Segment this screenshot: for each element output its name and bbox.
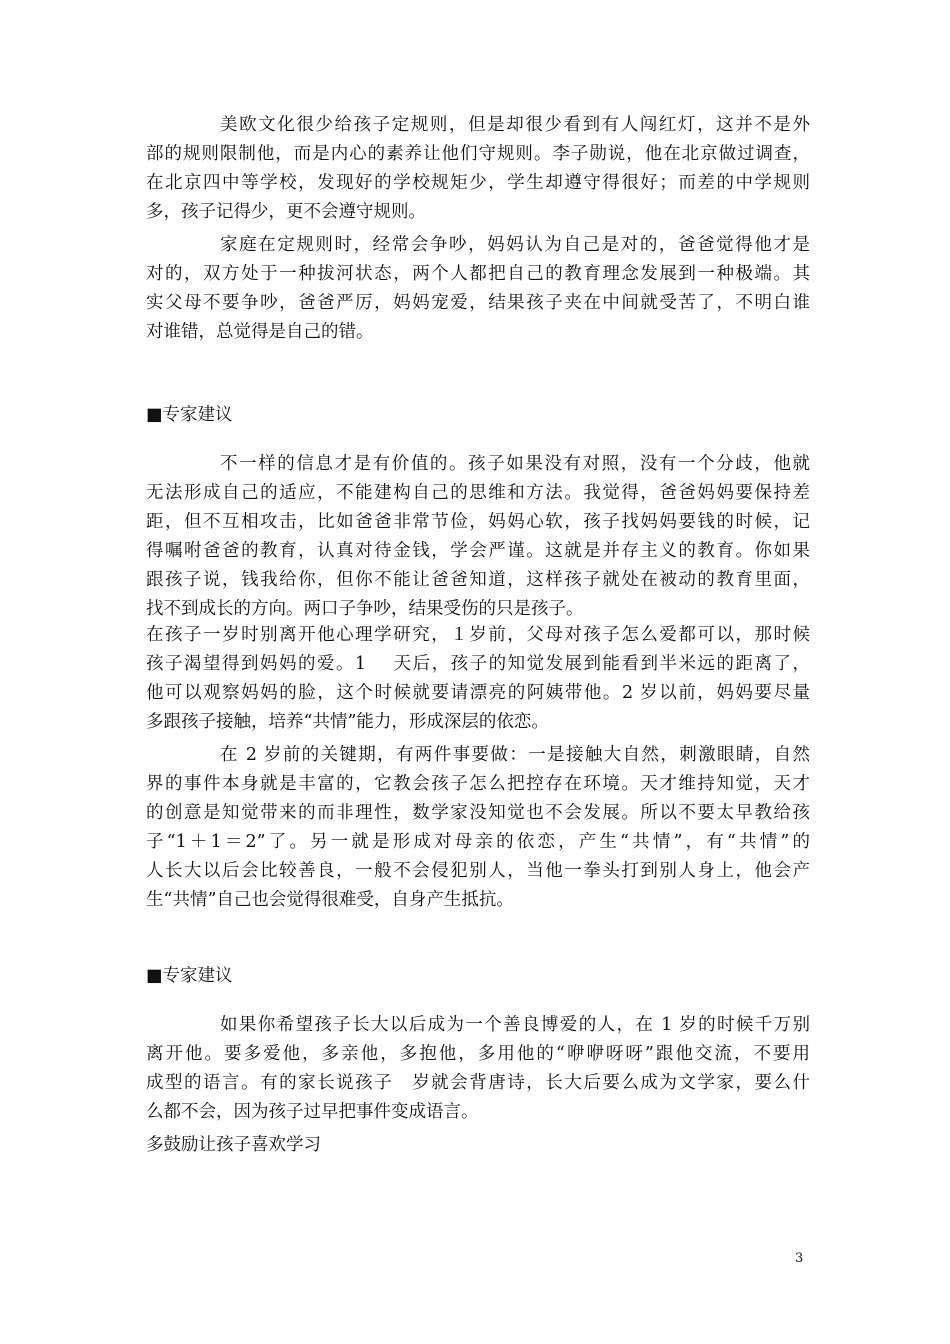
text-line: 距，但不互相攻击，比如爸爸非常节俭，妈妈心软，孩子找妈妈要钱的时候，记 (146, 512, 810, 532)
paragraph-5 (146, 741, 810, 915)
paragraph-2 (146, 231, 810, 347)
paragraph-4 (146, 621, 810, 737)
paragraph-6 (146, 1011, 810, 1127)
text-line: 如果你希望孩子长大以后成为一个善良博爱的人，在 1 岁的时候千万别 (220, 1015, 810, 1035)
text-line: 不一样的信息才是有价值的。孩子如果没有对照，没有一个分歧，他就 (220, 454, 810, 474)
section-heading-expert-advice: ■专家建议 (146, 405, 233, 425)
text-line: 在北京四中等学校，发现好的学校规矩少，学生却遵守得很好；而差的中学规则 (146, 173, 810, 193)
text-line: 孩子渴望得到妈妈的爱。1 天后，孩子的知觉发展到能看到半米远的距离了， (146, 654, 810, 674)
text-line: 生“共情”自己也会觉得很难受，自身产生抵抗。 (146, 890, 514, 910)
text-line: 对的，双方处于一种拔河状态，两个人都把自己的教育理念发展到一种极端。其 (146, 264, 810, 284)
text-line: 人长大以后会比较善良，一般不会侵犯别人，当他一拳头打到别人身上，他会产 (146, 861, 810, 881)
text-line: 的创意是知觉带来的而非理性，数学家没知觉也不会发展。所以不要太早教给孩 (146, 803, 810, 823)
text-line: 离开他。要多爱他，多亲他，多抱他，多用他的“咿咿呀呀”跟他交流，不要用 (146, 1044, 810, 1064)
paragraph-7: 多鼓励让孩子喜欢学习 (146, 1135, 321, 1155)
paragraph-1 (146, 111, 810, 227)
text-line: 跟孩子说，钱我给你，但你不能让爸爸知道，这样孩子就处在被动的教育里面， (146, 570, 810, 590)
text-line: 美欧文化很少给孩子定规则，但是却很少看到有人闯红灯，这并不是外 (220, 115, 810, 135)
text-line: 对谁错，总觉得是自己的错。 (146, 322, 374, 342)
text-line: 在 2 岁前的关键期，有两件事要做：一是接触大自然，刺激眼睛，自然 (220, 745, 810, 765)
text-line: 么都不会，因为孩子过早把事件变成语言。 (146, 1102, 479, 1122)
text-line: 子“1＋1＝2”了。另一就是形成对母亲的依恋，产生“共情”，有“共情”的 (146, 832, 810, 852)
text-line: 无法形成自己的适应，不能建构自己的思维和方法。我觉得，爸爸妈妈要保持差 (146, 483, 810, 503)
paragraph-3 (146, 450, 810, 624)
text-line: 多跟孩子接触，培养“共情”能力，形成深层的依恋。 (146, 712, 549, 732)
text-line: 界的事件本身就是丰富的，它教会孩子怎么把控存在环境。天才维持知觉，天才 (146, 774, 810, 794)
page-number: 3 (795, 1251, 804, 1266)
text-line: 成型的语言。有的家长说孩子 岁就会背唐诗，长大后要么成为文学家，要么什 (146, 1073, 810, 1093)
text-line: 多，孩子记得少，更不会遵守规则。 (146, 202, 426, 222)
text-line: 部的规则限制他，而是内心的素养让他们守规则。李子勋说，他在北京做过调查， (146, 144, 810, 164)
text-line: 找不到成长的方向。两口子争吵，结果受伤的只是孩子。 (146, 599, 584, 619)
section-heading-expert-advice: ■专家建议 (146, 966, 233, 986)
text-line: 得嘱咐爸爸的教育，认真对待金钱，学会严谨。这就是并存主义的教育。你如果 (146, 541, 810, 561)
text-line: 实父母不要争吵，爸爸严厉，妈妈宠爱，结果孩子夹在中间就受苦了，不明白谁 (146, 293, 810, 313)
text-line: 他可以观察妈妈的脸，这个时候就要请漂亮的阿姨带他。2 岁以前，妈妈要尽量 (146, 683, 810, 703)
text-line: 家庭在定规则时，经常会争吵，妈妈认为自己是对的，爸爸觉得他才是 (220, 235, 810, 255)
text-line: 在孩子一岁时别离开他心理学研究，１岁前，父母对孩子怎么爱都可以，那时候 (146, 625, 810, 645)
